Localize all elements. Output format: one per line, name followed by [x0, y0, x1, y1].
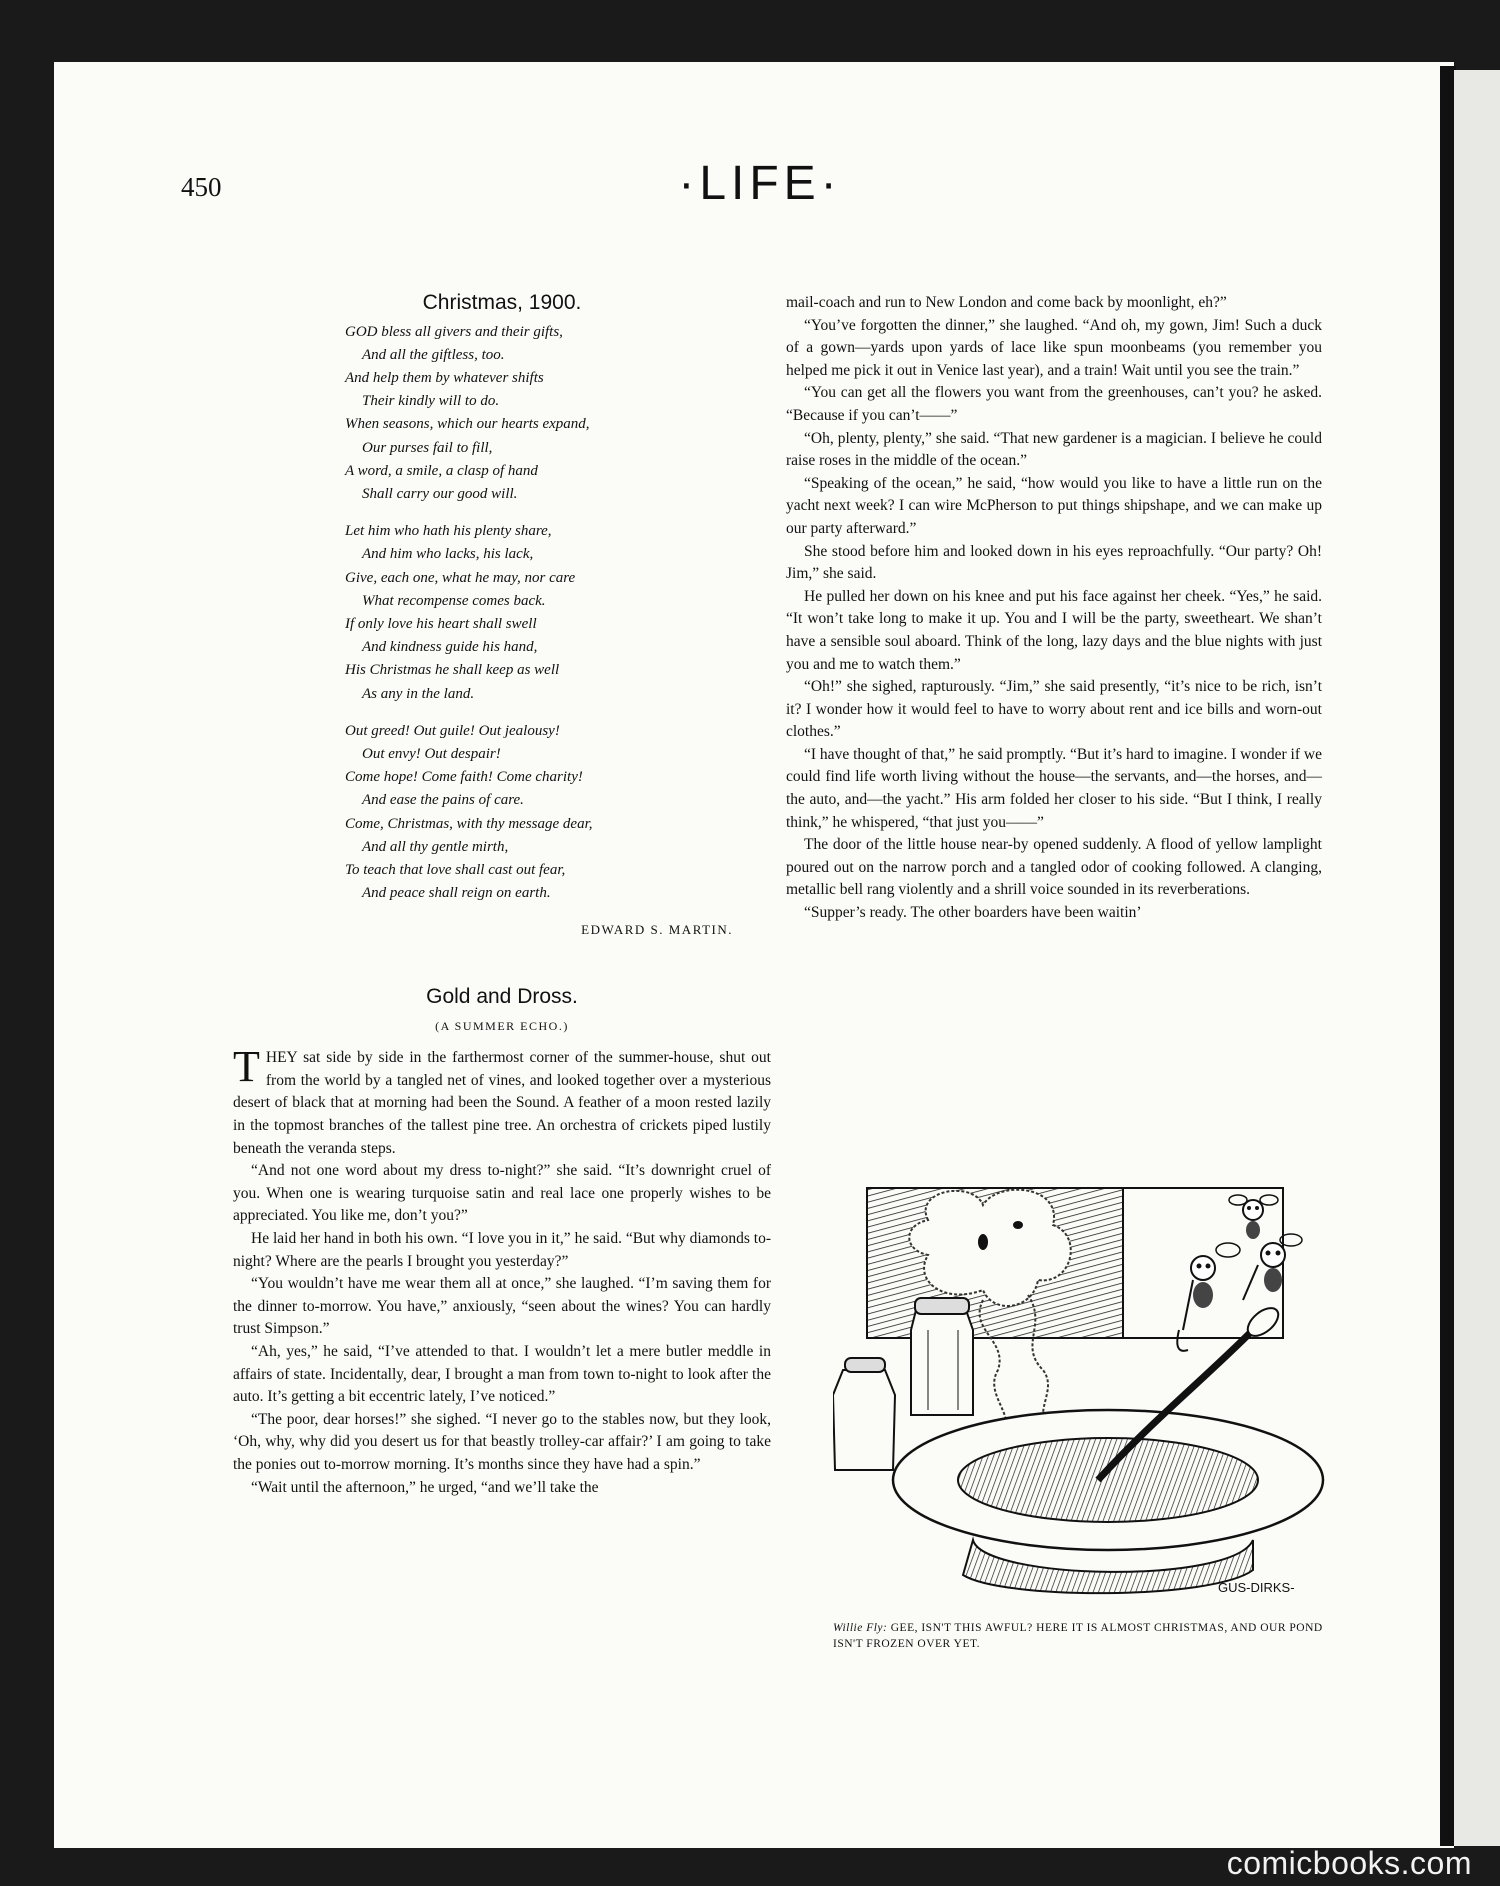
poem-line: What recompense comes back. [362, 592, 546, 609]
poem-line: Come, Christmas, with thy message dear, [345, 815, 593, 832]
poem-line: Give, each one, what he may, nor care [345, 569, 576, 586]
poem-body [345, 321, 771, 906]
story-paragraph: He laid her hand in both his own. “I love you in it,” he said. “But why diamonds to-night? Where are the pearls I brought you yesterday?” [233, 1230, 771, 1270]
poem-line: And help them by whatever shifts [345, 370, 544, 386]
story-paragraph: “Ah, yes,” he said, “I’ve attended to that. I wouldn’t let a mere butler meddle in affairs of state. Incidentally, dear, I brought a man from town to-night to look after the auto. It’s getting a bit eccentric lately, I’ve noticed.” [233, 1342, 771, 1406]
story-paragraph: mail-coach and run to New London and come back by moonlight, eh?” [786, 294, 1227, 311]
story-paragraph: “Oh, plenty, plenty,” she said. “That new gardener is a magician. I believe he could raise roses in the middle of the ocean.” [786, 429, 1322, 470]
story-paragraph: She stood before him and looked down in his eyes reproachfully. “Our party? Oh! Jim,” she said. [786, 542, 1322, 583]
poem-line: Shall carry our good will. [362, 486, 518, 503]
story-paragraph: He pulled her down on his knee and put his face against her cheek. “Yes,” he said. “It won’t take long to make it up. You and I will be the party, sweetheart. We shan’t have a sensible soul aboard. Think of the long, lazy days and the blue nights with just you and me to watch them.” [786, 587, 1322, 673]
page-number: 450 [181, 172, 222, 202]
poem-line: Out envy! Out despair! [362, 746, 501, 763]
right-column [786, 292, 1322, 925]
next-page-edge [1454, 70, 1500, 1846]
poem-stanza [345, 520, 771, 706]
poem-line: As any in the land. [362, 685, 475, 702]
cartoon-signature: GUS-DIRKS- [1218, 1580, 1295, 1595]
story-paragraph: “Wait until the afternoon,” he urged, “and we’ll take the [251, 1478, 599, 1496]
caption-text: GEE, ISN'T THIS AWFUL? HERE IT IS ALMOST CHRISTMAS, AND OUR POND ISN'T FROZEN OVER YET. [833, 1622, 1323, 1650]
story-paragraph: “You’ve forgotten the dinner,” she laughed. “And oh, my gown, Jim! Such a duck of a gown—yards upon yards of lace like spun moonbeams (you remember you helped me pick it out in Venice last year), and a train! Wait until you see the train.” [786, 316, 1322, 379]
left-column [233, 292, 771, 1499]
poem-line: Our purses fail to fill, [362, 439, 493, 456]
poem-line: A word, a smile, a clasp of hand [345, 462, 538, 479]
poem-author: EDWARD S. MARTIN. [581, 922, 733, 938]
poem-line: And all thy gentle mirth, [362, 838, 509, 855]
poem-line: Let him who hath his plenty share, [345, 523, 552, 540]
story-paragraph: “Oh!” she sighed, rapturously. “Jim,” she said presently, “it’s nice to be rich, isn’t it? I wonder how it would feel to have to worry about rent and ice bills and worn-out clothes.” [786, 678, 1322, 741]
poem-line: And peace shall reign on earth. [362, 885, 551, 902]
poem-line: And him who lacks, his lack, [362, 546, 534, 563]
drop-cap: T [233, 1042, 260, 1092]
poem-line: If only love his heart shall swell [345, 616, 537, 633]
story-paragraph: “And not one word about my dress to-night?” she said. “It’s downright cruel of you. When one is wearing turquoise satin and real lace one properly wishes to be appreciated. You like me, don’t you?” [233, 1162, 771, 1225]
poem-line: Their kindly will to do. [362, 393, 500, 410]
poem-stanza [345, 321, 771, 507]
poem-line: His Christmas he shall keep as well [345, 662, 560, 679]
cartoon-caption [833, 1620, 1330, 1652]
poem-line: To teach that love shall cast out fear, [345, 862, 566, 879]
story-paragraph: “Supper’s ready. The other boarders have been waitin’ [804, 904, 1142, 922]
story-paragraph: The door of the little house near-by opened suddenly. A flood of yellow lamplight poured out on the narrow porch and a tangled odor of cooking followed. A clanging, metallic bell rang violently and a shrill voice sounded in its reverberations. [786, 836, 1322, 899]
cartoon-illustration [833, 1180, 1330, 1604]
poem-line: And kindness guide his hand, [362, 639, 538, 656]
story-paragraph: “I have thought of that,” he said promptly. “But it’s hard to imagine. I wonder if we could find life worth living without the house—the servants, and—the horses, and—the auto, and—the yacht.” His arm folded her closer to his side. “But I think, I really think,” he whispered, “that just you——” [786, 745, 1322, 831]
caption-speaker: Willie Fly: [833, 1622, 888, 1634]
story-paragraph: “You wouldn’t have me wear them all at once,” she laughed. “I’m saving them for the dinner to-morrow. You have,” anxiously, “seen about the wines? You can hardly trust Simpson.” [233, 1275, 771, 1338]
poem-line: When seasons, which our hearts expand, [345, 416, 590, 433]
poem-line: And all the giftless, too. [362, 346, 505, 363]
masthead: ·LIFE· [678, 157, 842, 210]
poem-line: GOD bless all givers and their gifts, [345, 323, 563, 340]
watermark: comicbooks.com [1226, 1845, 1472, 1881]
poem-stanza [345, 720, 771, 906]
story-paragraph: “The poor, dear horses!” she sighed. “I never go to the stables now, but they look, ‘Oh, why, why did you desert us for that beastly trolley-car affair?’ I am going to take the ponies out to-morrow morning. It’s months since they have had a spin.” [233, 1410, 771, 1473]
story-paragraph: “You can get all the flowers you want from the greenhouses, can’t you? he asked. “Because if you can’t——” [786, 384, 1322, 424]
poem-title: Christmas, 1900. [422, 291, 582, 314]
poem-line: Out greed! Out guile! Out jealousy! [345, 722, 560, 739]
story-subtitle: (A SUMMER ECHO.) [435, 1018, 569, 1033]
story-title: Gold and Dross. [426, 985, 578, 1009]
poem-line: Come hope! Come faith! Come charity! [345, 769, 583, 786]
story-paragraph: “Speaking of the ocean,” he said, “how would you like to have a little run on the yacht next week? I can wire McPherson to put things shipshape, and we can make up our party afterward.” [786, 474, 1322, 537]
poem-line: And ease the pains of care. [362, 792, 524, 809]
story-paragraph: THEY sat side by side in the farthermost corner of the summer-house, shut out from the world by a tangled net of vines, and looked together over a mysterious desert of black that at morning had been the Sound. A feather of a moon rested lazily in the topmost branches of the tallest pine tree. An orchestra of crickets piped lustily beneath the veranda steps. [233, 1042, 771, 1157]
